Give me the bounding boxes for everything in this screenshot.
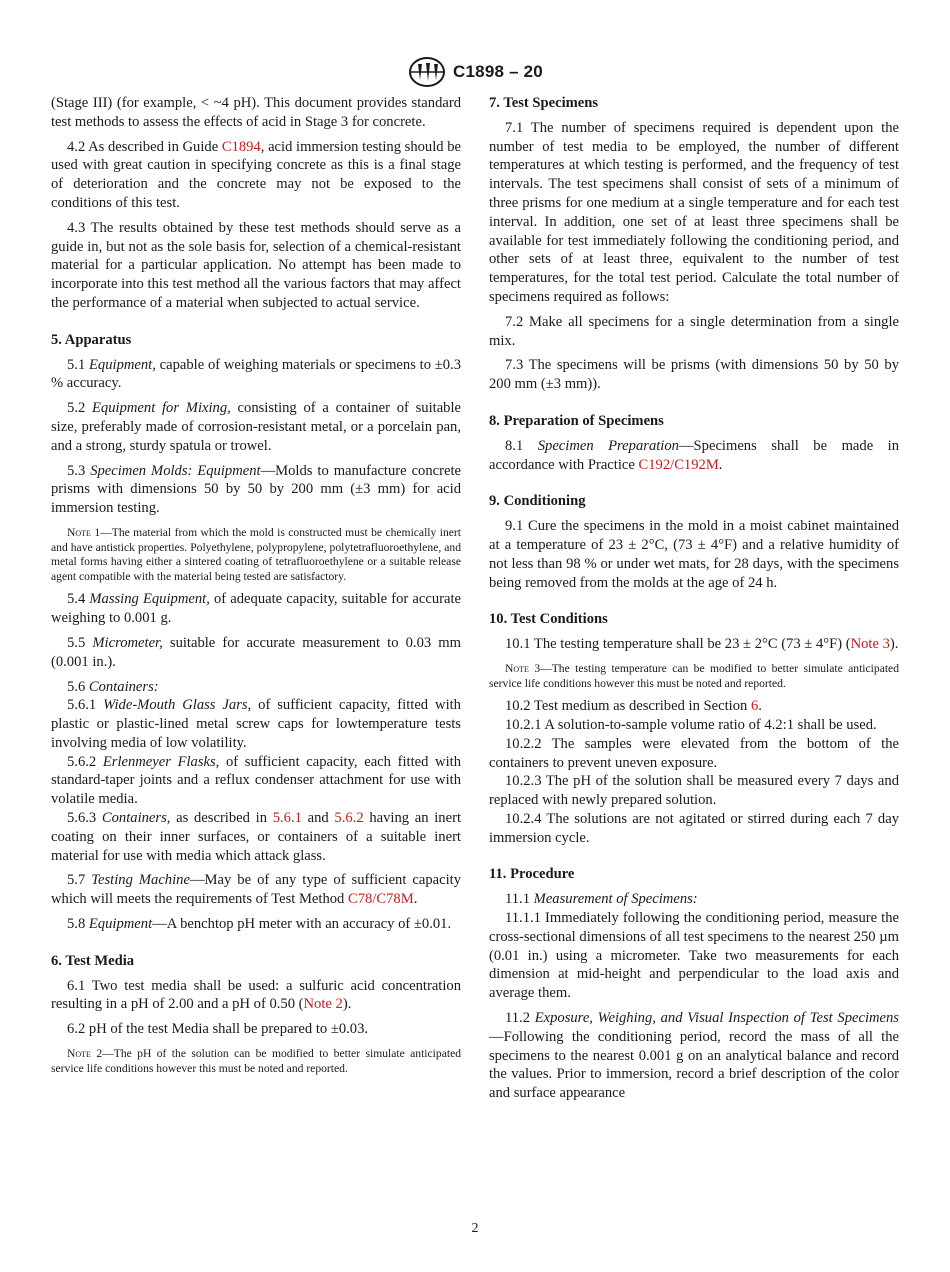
paragraph-4-3: 4.3 The results obtained by these test methods should serve as a guide in, but not as the sole basis for, selection of a chemical-resistant material for a particular application. No attempt has been made to incorporate into this test method all the various factors that may affect the performance of a material when subjected to actual service. <box>51 219 461 311</box>
paragraph-10-1: 10.1 The testing temperature shall be 23 ± 2°C (73 ± 4°F) (Note 3). <box>505 636 899 653</box>
paragraph-continuation: (Stage III) (for example, < ~4 pH). This document provides standard test methods to assess the effects of acid in Stage 3 for concrete. <box>51 95 461 130</box>
section-11-heading: 11. Procedure <box>489 866 575 883</box>
paragraph-5-1: 5.1 Equipment, capable of weighing materials or specimens to ±0.3 % accuracy. <box>51 356 461 392</box>
link-section-6[interactable]: 6 <box>750 698 759 715</box>
note-3: Note 3—The testing temperature can be modified to better simulate anticipated service life conditions however this must be noted and reported. <box>489 661 899 690</box>
paragraph-7-1: 7.1 The number of specimens required is dependent upon the number of test media to be employed, the number of different temperatures at which testing is performed, and the frequency of test intervals. The test specimens shall consist of sets of a minimum of three prisms for one medium at a single temperature and for each test interval. In addition, one set of at least three specimens shall be available for test immediately following the conditioning period, and other sets of at least three, equivalent to the number of test temperatures, for the total test period. Calculate the total number of specimens required as follows: <box>489 119 899 305</box>
link-c1894[interactable]: C1894 <box>221 138 261 155</box>
paragraph-10-2-3: 10.2.3 The pH of the solution shall be measured every 7 days and replaced with newly prepared solution. <box>489 773 899 809</box>
section-10-heading: 10. Test Conditions <box>489 611 608 628</box>
link-5-6-2[interactable]: 5.6.2 <box>334 810 364 827</box>
paragraph-5-6-1: 5.6.1 Wide-Mouth Glass Jars, of sufficient capacity, fitted with plastic or plastic-lined metal screw caps for lowtemperature tests involving media of low volatility. <box>51 697 461 751</box>
document-designation: C1898 – 20 <box>453 62 543 81</box>
paragraph-10-2-2: 10.2.2 The samples were elevated from the bottom of the containers to prevent uneven exposure. <box>489 735 899 771</box>
paragraph-7-2: 7.2 Make all specimens for a single determination from a single mix. <box>489 313 899 349</box>
link-note-3[interactable]: Note 3 <box>850 636 890 653</box>
paragraph-9-1: 9.1 Cure the specimens in the mold in a moist cabinet maintained at a temperature of 23 ± 2°C, (73 ± 4°F) and a relative humidity of not less than 98 % or under wet mats, for 28 days, with the specimens being removed from the molds at the age of 24 h. <box>489 518 899 591</box>
paragraph-5-8: 5.8 Equipment—A benchtop pH meter with an accuracy of ±0.01. <box>67 916 452 933</box>
section-7-heading: 7. Test Specimens <box>489 95 599 111</box>
left-column <box>51 94 461 1076</box>
page-header <box>0 56 950 88</box>
note-1: Note 1—The material from which the mold is constructed must be chemically inert and have antistick properties. Polyethylene, polypropylene, polytetrafluoroethylene, and metal forms having either a sintered coating of tetrafluoroethylene or a suitable release agent compatible with the material being tested are satisfactory. <box>51 525 461 583</box>
paragraph-11-1: 11.1 Measurement of Specimens: <box>505 891 698 908</box>
section-9-heading: 9. Conditioning <box>489 493 586 510</box>
paragraph-4-2: 4.2 As described in Guide C1894, acid immersion testing should be used with great caution in specifying concrete as this is a final stage of deterioration and the concrete may not be exposed to the conditions of this test. <box>51 138 461 211</box>
paragraph-10-2-4: 10.2.4 The solutions are not agitated or stirred during each 7 day immersion cycle. <box>489 810 899 846</box>
paragraph-10-2: 10.2 Test medium as described in Section 6. <box>505 698 762 715</box>
paragraph-5-7: 5.7 Testing Machine—May be of any type of sufficient capacity which will meets the requirements of Test Method C78/C78M. <box>51 872 462 908</box>
paragraph-5-5: 5.5 Micrometer, suitable for accurate measurement to 0.03 mm (0.001 in.). <box>51 634 461 670</box>
paragraph-10-2-1: 10.2.1 A solution-to-sample volume ratio of 4.2:1 shall be used. <box>505 716 877 733</box>
link-note-2[interactable]: Note 2 <box>303 996 343 1013</box>
paragraph-5-6-2: 5.6.2 Erlenmeyer Flasks, of sufficient capacity, each fitted with standard-taper joints and a reflux condenser attachment for use with volatile media. <box>51 753 461 808</box>
paragraph-11-1-1: 11.1.1 Immediately following the conditioning period, measure the cross-sectional dimensions of all test specimens to the nearest 250 µm (0.01 in.) using a micrometer. Take two measurements for each dimension at mid-height and perpendicular to the load axis and average them. <box>489 910 899 1002</box>
link-c78[interactable]: C78/C78M <box>348 891 414 908</box>
paragraph-5-2: 5.2 Equipment for Mixing, consisting of a container of suitable size, preferably made of corrosion-resistant metal, or a porcelain pan, and a strong, sturdy spatula or trowel. <box>51 400 462 454</box>
link-c192[interactable]: C192/C192M <box>638 456 719 473</box>
note-2: Note 2—The pH of the solution can be modified to better simulate anticipated service life conditions however this must be noted and reported. <box>51 1047 462 1075</box>
section-6-heading: 6. Test Media <box>51 952 135 969</box>
paragraph-11-2: 11.2 Exposure, Weighing, and Visual Inspection of Test Specimens—Following the conditioning period, record the mass of all the specimens to the nearest 0.001 g on an analytical balance and record the values. Prior to immersion, record a brief description of the color and surface appearance <box>489 1010 899 1102</box>
page-number: 2 <box>471 1221 479 1236</box>
paragraph-6-1: 6.1 Two test media shall be used: a sulfuric acid concentration resulting in a pH of 2.00 and a pH of 0.50 (Note 2). <box>51 977 461 1013</box>
section-5-heading: 5. Apparatus <box>51 331 132 348</box>
right-column <box>489 94 899 1103</box>
astm-logo-icon <box>407 56 447 88</box>
section-8-heading: 8. Preparation of Specimens <box>489 412 664 429</box>
paragraph-5-6: 5.6 Containers: <box>67 678 159 695</box>
paragraph-6-2: 6.2 pH of the test Media shall be prepared to ±0.03. <box>67 1021 369 1038</box>
paragraph-5-6-3: 5.6.3 Containers, as described in 5.6.1 and 5.6.2 having an inert coating on their inner surfaces, or containers of a suitable inert material for use with media which attack glass. <box>51 810 461 864</box>
paragraph-5-3: 5.3 Specimen Molds: Equipment—Molds to manufacture concrete prisms with dimensions 50 by 50 by 200 mm (±3 mm) for acid immersion testing. <box>51 462 461 517</box>
paragraph-5-4: 5.4 Massing Equipment, of adequate capacity, suitable for accurate weighing to 0.001 g. <box>51 591 461 627</box>
paragraph-7-3: 7.3 The specimens will be prisms (with dimensions 50 by 50 by 200 mm (±3 mm)). <box>489 357 899 393</box>
paragraph-8-1: 8.1 Specimen Preparation—Specimens shall be made in accordance with Practice C192/C192M. <box>489 437 900 473</box>
link-5-6-1[interactable]: 5.6.1 <box>272 810 302 827</box>
